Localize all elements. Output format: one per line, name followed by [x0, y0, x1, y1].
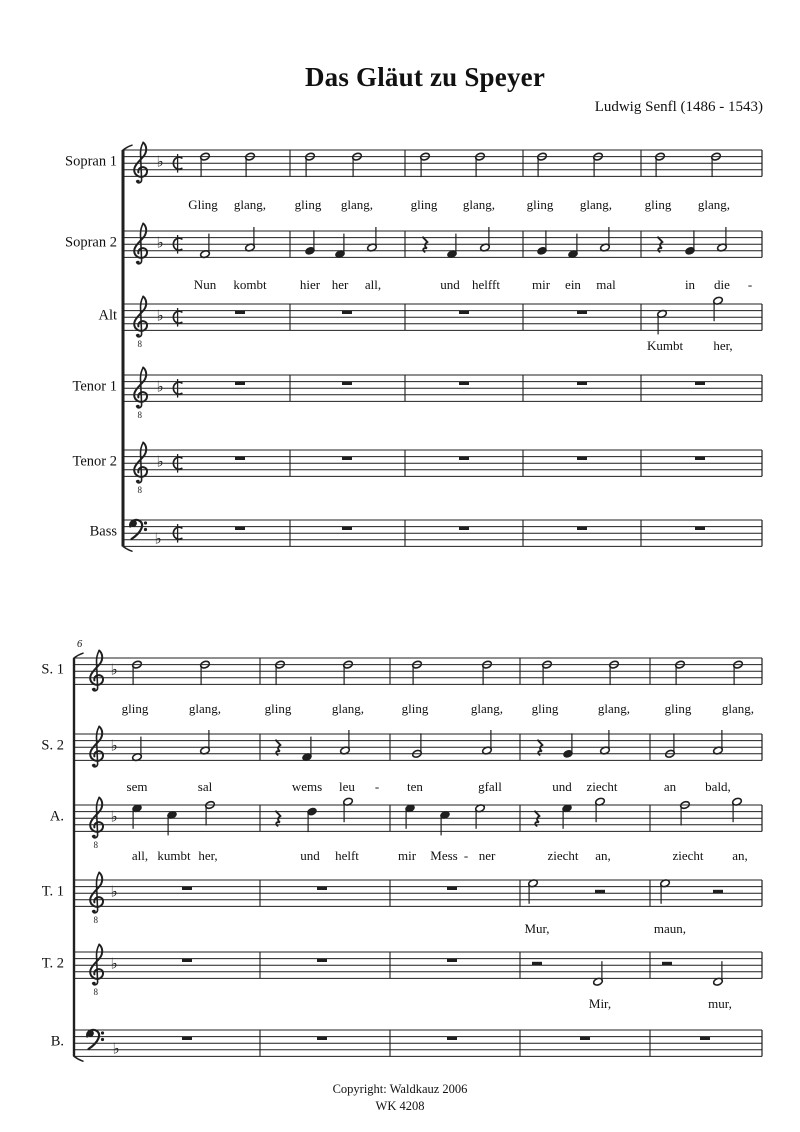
lyric-syllable: bald,	[705, 779, 731, 794]
lyric-syllable: die	[714, 277, 730, 292]
system-bracket-wing	[74, 1056, 83, 1061]
octave-8-mark: 8	[137, 339, 142, 349]
voice-label-b: B.	[50, 1033, 64, 1050]
lyric-syllable: und	[440, 277, 460, 292]
flat-sign-icon: ♭	[156, 233, 164, 252]
copyright-line: Copyright: Waldkauz 2006	[332, 1082, 468, 1096]
treble-clef-icon	[136, 405, 139, 408]
voice-label-s-2: S. 2	[41, 737, 64, 754]
whole-rest	[317, 887, 327, 890]
whole-rest	[182, 887, 192, 890]
lyric-syllable: mir	[397, 848, 417, 863]
lyric-syllable: Mur,	[524, 921, 550, 936]
treble-clef-icon	[136, 180, 139, 183]
octave-8-mark: 8	[93, 987, 98, 997]
whole-rest	[342, 457, 352, 460]
whole-rest	[700, 1037, 710, 1040]
whole-rest	[235, 457, 245, 460]
lyric-syllable: mal	[596, 277, 616, 292]
lyric-syllable: ner	[478, 848, 496, 863]
lyric-syllable: gling	[264, 701, 292, 716]
lyric-syllable: all,	[131, 848, 149, 863]
lyric-syllable: Nun	[193, 277, 217, 292]
whole-rest	[235, 527, 245, 530]
page-title: Das Gläut zu Speyer	[304, 62, 546, 92]
half-rest	[713, 890, 723, 893]
half-rest	[595, 890, 605, 893]
treble-clef-icon	[92, 764, 95, 767]
bass-clef-icon	[101, 1031, 104, 1034]
lyric-syllable: glang,	[233, 197, 267, 212]
lyric-syllable: glang,	[188, 701, 222, 716]
octave-8-mark: 8	[137, 410, 142, 420]
lyric-syllable: gling	[294, 197, 322, 212]
lyric-syllable: all,	[364, 277, 382, 292]
flat-sign-icon: ♭	[156, 306, 164, 325]
lyric-syllable: gling	[401, 701, 429, 716]
lyric-syllable: her	[331, 277, 349, 292]
treble-clef-icon	[136, 334, 139, 337]
lyric-syllable: kombt	[233, 277, 267, 292]
whole-rest	[235, 311, 245, 314]
voice-label-bass: Bass	[89, 523, 117, 540]
whole-rest	[459, 457, 469, 460]
whole-rest	[459, 382, 469, 385]
whole-rest	[342, 311, 352, 314]
voice-label-sopran-2: Sopran 2	[65, 234, 117, 251]
whole-rest	[577, 457, 587, 460]
voice-label-a: A.	[49, 808, 64, 825]
lyric-syllable: glang,	[597, 701, 631, 716]
flat-sign-icon: ♭	[110, 882, 118, 901]
system-bracket-wing	[74, 653, 83, 658]
lyric-syllable: glang,	[340, 197, 374, 212]
lyric-syllable: wems	[291, 779, 323, 794]
flat-sign-icon: ♭	[154, 529, 162, 548]
bass-clef-icon	[101, 1038, 104, 1041]
whole-rest	[317, 959, 327, 962]
lyric-syllable: Gling	[188, 197, 218, 212]
whole-rest	[577, 311, 587, 314]
whole-rest	[182, 1037, 192, 1040]
system-bracket-wing	[123, 546, 132, 551]
voice-label-sopran-1: Sopran 1	[65, 153, 117, 170]
half-rest	[532, 962, 542, 965]
flat-sign-icon: ♭	[110, 807, 118, 826]
voice-label-t-1: T. 1	[41, 883, 64, 900]
lyric-syllable: ziecht	[586, 779, 618, 794]
lyric-syllable: leu	[339, 779, 355, 794]
lyric-syllable: ziecht	[547, 848, 579, 863]
whole-rest	[577, 527, 587, 530]
catalog-number: WK 4208	[375, 1099, 425, 1113]
octave-8-mark: 8	[93, 840, 98, 850]
whole-rest	[447, 887, 457, 890]
octave-8-mark: 8	[93, 915, 98, 925]
whole-rest	[577, 382, 587, 385]
lyric-syllable: ein	[565, 277, 581, 292]
lyric-syllable: gling	[526, 197, 554, 212]
lyric-syllable: Kumbt	[646, 338, 684, 353]
whole-rest	[447, 959, 457, 962]
flat-sign-icon: ♭	[112, 1039, 120, 1058]
lyric-syllable: ziecht	[672, 848, 704, 863]
whole-rest	[342, 527, 352, 530]
lyric-syllable: kumbt	[157, 848, 191, 863]
lyric-syllable: und	[552, 779, 572, 794]
lyric-syllable: mir	[531, 277, 551, 292]
lyric-syllable: -	[747, 277, 753, 292]
whole-rest	[695, 382, 705, 385]
voice-label-tenor-2: Tenor 2	[72, 453, 117, 470]
half-rest	[662, 962, 672, 965]
lyric-syllable: ten	[407, 779, 423, 794]
whole-rest	[235, 382, 245, 385]
treble-clef-icon	[92, 688, 95, 691]
lyric-syllable: helfft	[472, 277, 500, 292]
lyric-syllable: her,	[198, 848, 218, 863]
lyric-syllable: helft	[335, 848, 359, 863]
lyric-syllable: an,	[595, 848, 611, 863]
whole-rest	[459, 311, 469, 314]
lyric-syllable: Mess	[430, 848, 458, 863]
lyric-syllable: maun,	[653, 921, 687, 936]
flat-sign-icon: ♭	[156, 377, 164, 396]
whole-rest	[580, 1037, 590, 1040]
lyric-syllable: Mir,	[588, 996, 612, 1011]
whole-rest	[342, 382, 352, 385]
footer	[0, 1081, 800, 1115]
flat-sign-icon: ♭	[110, 954, 118, 973]
bass-clef-icon	[144, 521, 147, 524]
octave-8-mark: 8	[137, 485, 142, 495]
voice-label-t-2: T. 2	[41, 955, 64, 972]
bass-clef-icon	[144, 528, 147, 531]
treble-clef-icon	[136, 261, 139, 264]
lyric-syllable: gling	[410, 197, 438, 212]
treble-clef-icon	[92, 910, 95, 913]
lyric-syllable: und	[300, 848, 320, 863]
lyric-syllable: gling	[664, 701, 692, 716]
lyric-syllable: an	[663, 779, 677, 794]
lyric-syllable: -	[374, 779, 380, 794]
treble-clef-icon	[92, 982, 95, 985]
lyric-syllable: an,	[732, 848, 748, 863]
lyric-syllable: glang,	[331, 701, 365, 716]
lyric-syllable: gfall	[478, 779, 502, 794]
whole-rest	[447, 1037, 457, 1040]
lyric-syllable: gling	[121, 701, 149, 716]
lyric-syllable: gling	[531, 701, 559, 716]
lyric-syllable: -	[463, 848, 469, 863]
lyric-syllable: sem	[126, 779, 148, 794]
whole-rest	[317, 1037, 327, 1040]
measure-number: 6	[77, 639, 83, 650]
whole-rest	[695, 457, 705, 460]
lyric-syllable: mur,	[708, 996, 732, 1011]
lyric-syllable: gling	[644, 197, 672, 212]
voice-label-s-1: S. 1	[41, 661, 64, 678]
lyric-syllable: in	[684, 277, 696, 292]
lyric-syllable: her,	[713, 338, 733, 353]
treble-clef-icon	[136, 480, 139, 483]
whole-rest	[695, 527, 705, 530]
lyric-syllable: glang,	[579, 197, 613, 212]
composer-name: Ludwig Senfl (1486 - 1543)	[594, 99, 763, 115]
lyric-syllable: glang,	[462, 197, 496, 212]
flat-sign-icon: ♭	[156, 152, 164, 171]
whole-rest	[459, 527, 469, 530]
lyric-syllable: sal	[197, 779, 213, 794]
whole-rest	[182, 959, 192, 962]
system-bracket-wing	[123, 145, 132, 150]
lyric-syllable: glang,	[721, 701, 755, 716]
flat-sign-icon: ♭	[110, 660, 118, 679]
lyric-syllable: glang,	[697, 197, 731, 212]
voice-label-tenor-1: Tenor 1	[72, 378, 117, 395]
treble-clef-icon	[92, 835, 95, 838]
voice-label-alt: Alt	[98, 307, 117, 324]
lyric-syllable: hier	[299, 277, 321, 292]
lyric-syllable: glang,	[470, 701, 504, 716]
flat-sign-icon: ♭	[110, 736, 118, 755]
flat-sign-icon: ♭	[156, 452, 164, 471]
